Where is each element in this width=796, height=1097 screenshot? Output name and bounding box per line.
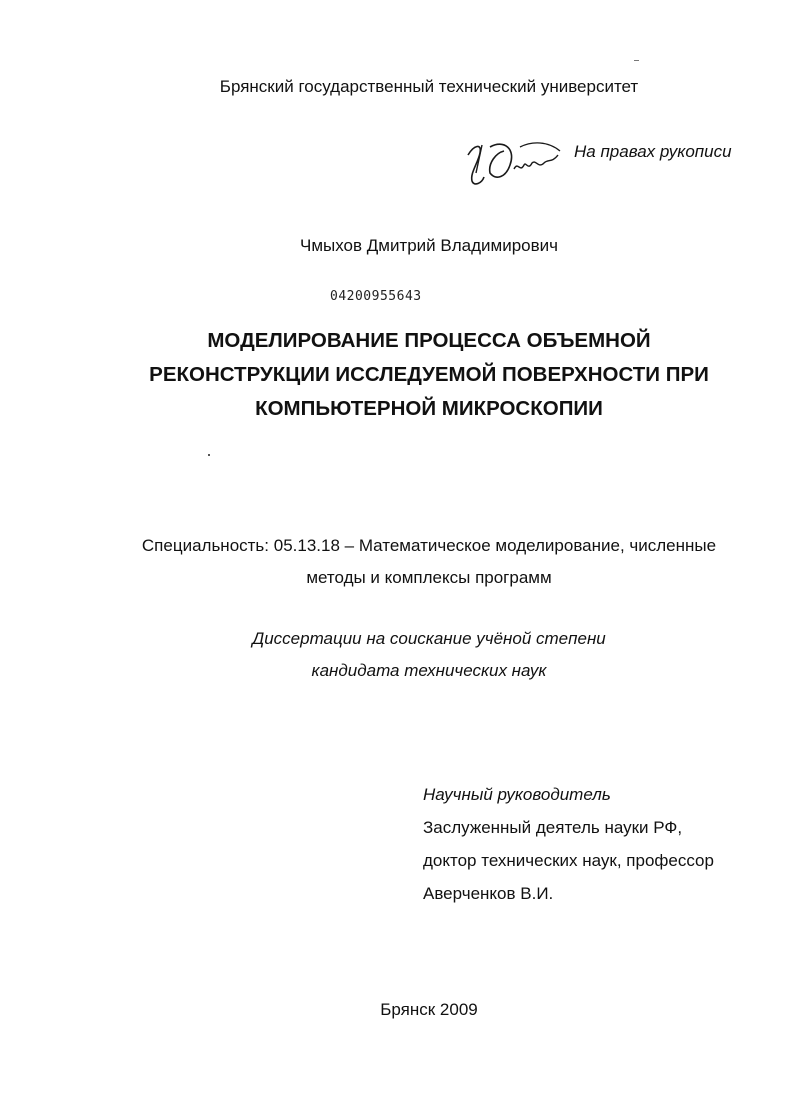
supervisor-name: Аверченков В.И. <box>423 884 554 903</box>
title-line: РЕКОНСТРУКЦИИ ИССЛЕДУЕМОЙ ПОВЕРХНОСТИ ПРИ <box>149 363 709 386</box>
university-name: Брянский государственный технический университет <box>219 77 639 96</box>
degree-line: кандидата технических наук <box>311 661 547 680</box>
author-name: Чмыхов Дмитрий Владимирович <box>299 236 558 255</box>
city-year: Брянск 2009 <box>380 1000 478 1019</box>
degree-statement <box>0 623 796 687</box>
dissertation-title <box>0 324 796 426</box>
supervisor-honor: Заслуженный деятель науки РФ, <box>423 818 683 837</box>
specialty-line: методы и комплексы программ <box>306 568 552 587</box>
rights-note: На правах рукописи <box>574 142 732 161</box>
scan-mark <box>634 60 639 61</box>
title-line: КОМПЬЮТЕРНОЙ МИКРОСКОПИИ <box>255 397 603 420</box>
scan-dot <box>208 454 210 456</box>
degree-line: Диссертации на соискание учёной степени <box>252 629 606 648</box>
specialty <box>0 530 796 594</box>
title-line: МОДЕЛИРОВАНИЕ ПРОЦЕССА ОБЪЕМНОЙ <box>207 329 651 352</box>
supervisor-role: Научный руководитель <box>423 785 611 804</box>
signature-icon <box>460 133 570 189</box>
supervisor-degree: доктор технических наук, профессор <box>423 851 714 870</box>
supervisor-block <box>423 778 714 910</box>
catalog-code: 04200955643 <box>330 289 422 304</box>
specialty-line: Специальность: 05.13.18 – Математическое моделирование, численные <box>141 536 717 555</box>
